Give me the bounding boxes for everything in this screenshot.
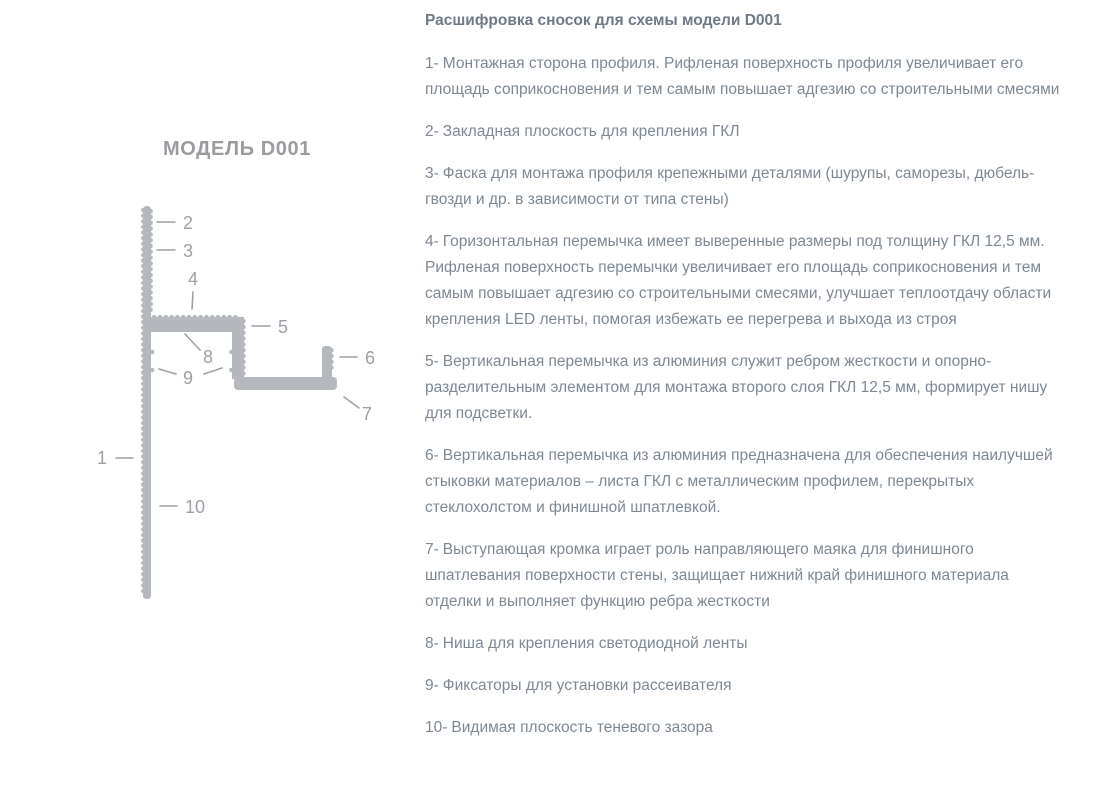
note-number: 4- (425, 233, 439, 250)
note-text: Вертикальная перемычка из алюминия предназначена для обеспечения наилучшей стыковки материалов – листа ГКЛ с металлическим профилем, перекрытых стеклохолстом и финишной шпатлевкой. (425, 447, 1053, 516)
note-text: Вертикальная перемычка из алюминия служит ребром жесткости и опорно-разделительным элементом для монтажа второго слоя ГКЛ 12,5 мм, формирует нишу для подсветки. (425, 353, 1048, 422)
fixator-bump (229, 350, 234, 355)
note-text: Видимая плоскость теневого зазора (451, 719, 713, 736)
leader-line (344, 397, 359, 408)
note-item-5 (425, 349, 1065, 427)
note-item-3 (425, 161, 1065, 213)
legend-column (425, 8, 1065, 757)
note-text: Фиксаторы для установки рассеивателя (442, 677, 732, 694)
note-item-1 (425, 51, 1065, 103)
callout-number: 8 (203, 347, 214, 367)
profile-cross-section (143, 206, 337, 599)
note-text: Ниша для крепления светодиодной ленты (442, 635, 748, 652)
note-text: Горизонтальная перемычка имеет выверенные размеры под толщину ГКЛ 12,5 мм. Рифленая поверхность перемычки увеличивает его площадь соприкосновения и тем самым повышает адгезию со строительными смесями, улучшает теплоотдачу области крепления LED ленты, помогая избежать ее перегрева и выхода из строя (425, 233, 1052, 328)
note-item-7 (425, 537, 1065, 615)
callout-number: 4 (188, 269, 199, 289)
leader-line (192, 292, 193, 309)
callout-7 (344, 397, 372, 424)
callout-10 (160, 497, 205, 517)
callout-9 (159, 368, 222, 388)
note-number: 2- (425, 123, 439, 140)
note-number: 7- (425, 541, 439, 558)
note-number: 10- (425, 719, 448, 736)
callout-2 (157, 213, 193, 233)
note-text: Закладная плоскость для крепления ГКЛ (442, 123, 740, 140)
leader-line (204, 368, 222, 374)
model-title: МОДЕЛЬ D001 (163, 138, 311, 160)
note-item-6 (425, 443, 1065, 521)
callout-number: 3 (183, 241, 194, 261)
callout-4 (188, 269, 198, 309)
note-item-10 (425, 715, 1065, 741)
fixator-bump (150, 368, 155, 373)
note-text: Монтажная сторона профиля. Рифленая поверхность профиля увеличивает его площадь соприкосновения и тем самым повышает адгезию со строительными смесями (425, 55, 1060, 98)
note-item-9 (425, 673, 1065, 699)
callout-3 (157, 241, 193, 261)
note-number: 9- (425, 677, 439, 694)
note-item-2 (425, 119, 1065, 145)
legend-title: Расшифровка сносок для схемы модели D001 (425, 12, 782, 29)
note-number: 6- (425, 447, 439, 464)
leader-line (159, 369, 176, 374)
callout-6 (340, 348, 375, 368)
profile-diagram (85, 195, 395, 615)
leader-line (185, 334, 200, 350)
callout-number: 7 (362, 404, 373, 424)
fixator-bump (229, 368, 234, 373)
callout-1 (97, 448, 133, 468)
note-number: 1- (425, 55, 439, 72)
callout-number: 1 (97, 448, 108, 468)
callout-number: 2 (183, 213, 194, 233)
callout-number: 6 (365, 348, 376, 368)
note-number: 5- (425, 353, 439, 370)
callout-8 (185, 334, 213, 367)
note-item-8 (425, 631, 1065, 657)
fixator-bump (150, 350, 155, 355)
callout-number: 5 (278, 317, 289, 337)
profile-base (234, 377, 337, 390)
callout-number: 9 (183, 368, 194, 388)
note-number: 8- (425, 635, 439, 652)
callout-5 (252, 317, 288, 337)
note-text: Фаска для монтажа профиля крепежными деталями (шурупы, саморезы, дюбель-гвозди и др. в зависимости от типа стены) (425, 165, 1035, 208)
note-text: Выступающая кромка играет роль направляющего маяка для финишного шпатлевания поверхности стены, защищает нижний край финишного материала отделки и выполняет функцию ребра жесткости (425, 541, 1009, 610)
note-number: 3- (425, 165, 439, 182)
callout-number: 10 (185, 497, 206, 517)
note-item-4 (425, 229, 1065, 333)
